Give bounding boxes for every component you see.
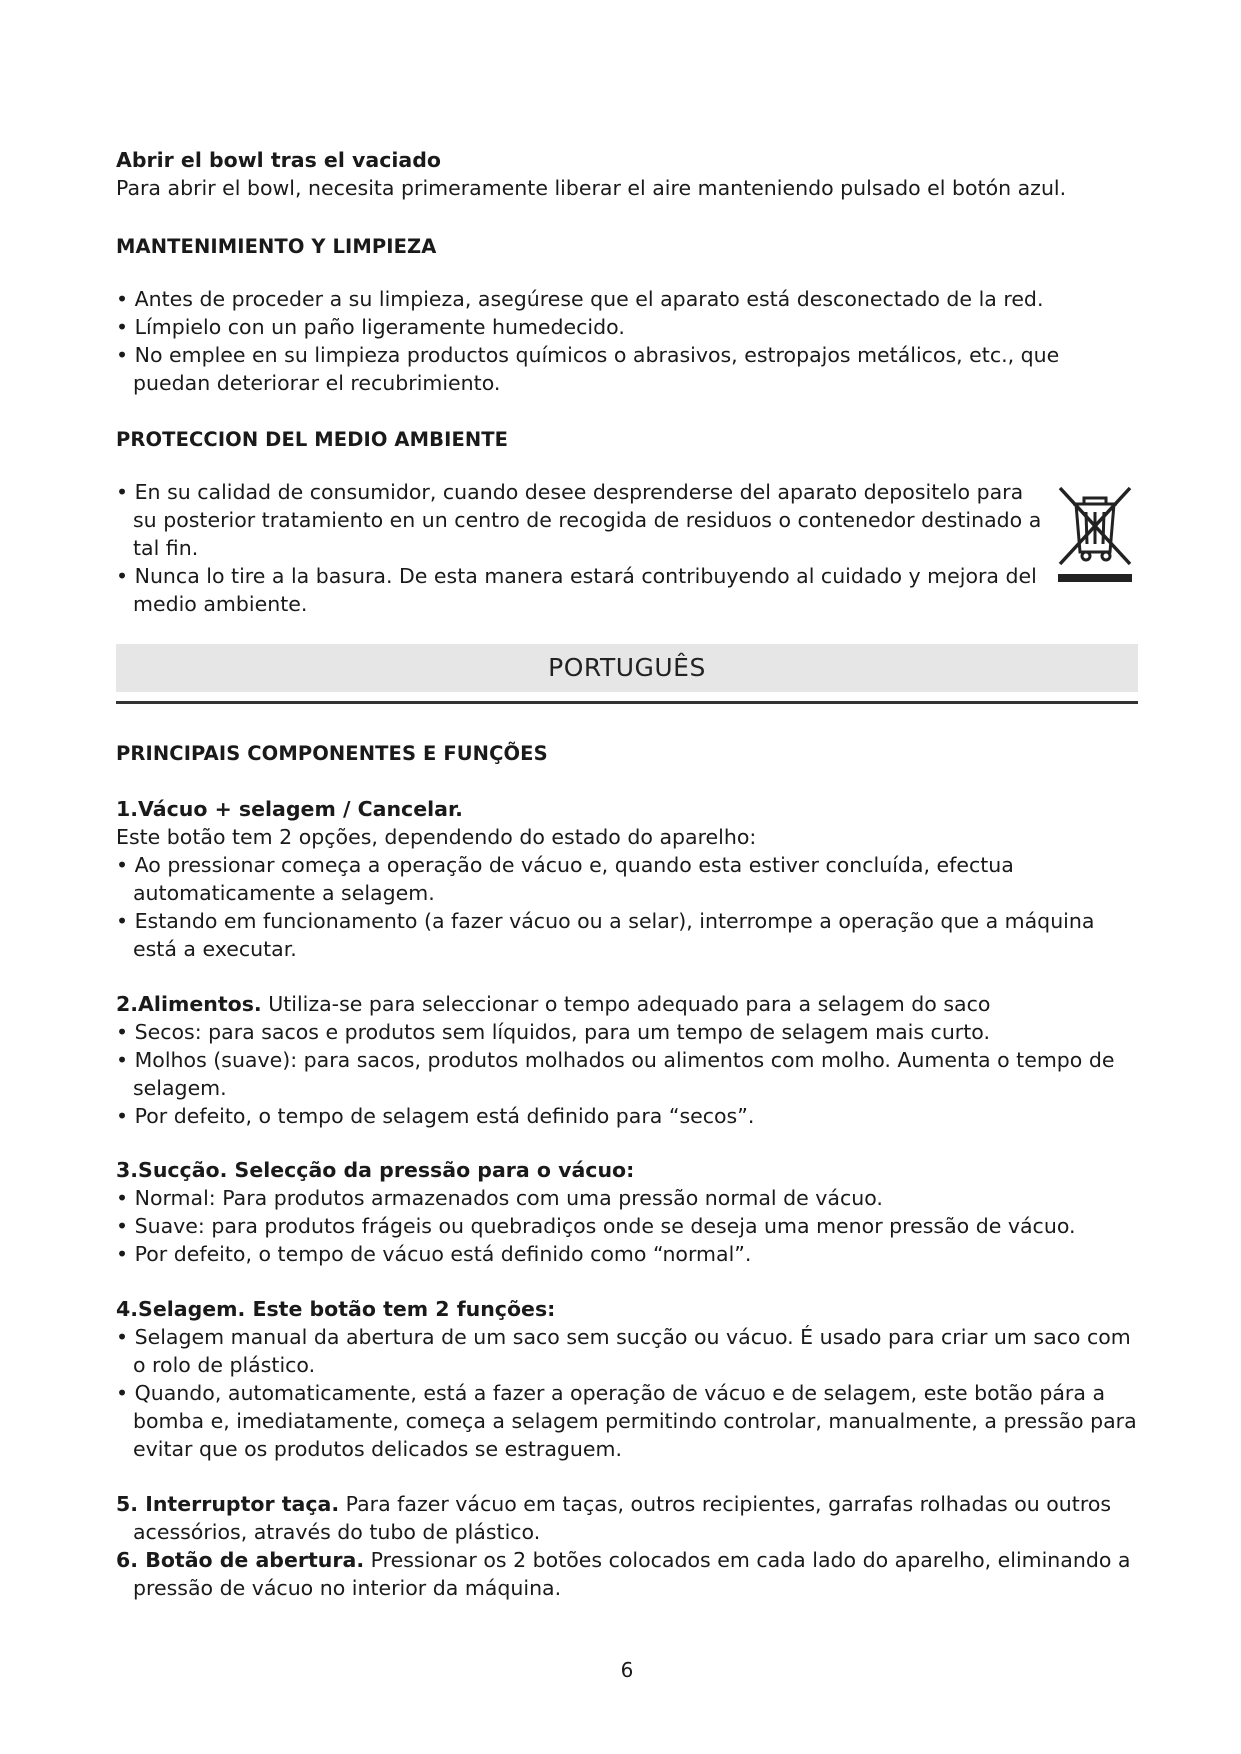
section-5 xyxy=(116,1490,1138,1546)
section-3-title: 3.Sucção. Selecção da pressão para o vácuo: xyxy=(116,1158,635,1182)
environment-list xyxy=(116,478,1046,618)
components-title: PRINCIPAIS COMPONENTES E FUNÇÕES xyxy=(116,742,548,765)
section-1 xyxy=(116,795,1138,963)
list-item: • Selagem manual da abertura de um saco sem sucção ou vácuo. É usado para criar um saco com o rolo de plástico. xyxy=(116,1323,1138,1379)
section-6-text: Pressionar os 2 botões colocados em cada lado do aparelho, eliminando a pressão de vácuo no interior da máquina. xyxy=(133,1548,1131,1600)
section-4 xyxy=(116,1295,1138,1463)
list-item: • No emplee en su limpieza productos químicos o abrasivos, estropajos metálicos, etc., que puedan deteriorar el recubrimiento. xyxy=(116,341,1138,397)
section-2-title: 2.Alimentos. xyxy=(116,992,262,1016)
maintenance-title: MANTENIMIENTO Y LIMPIEZA xyxy=(116,235,437,258)
maintenance-list xyxy=(116,285,1138,397)
list-item: • Estando em funcionamento (a fazer vácuo ou a selar), interrompe a operação que a máquina está a executar. xyxy=(116,907,1138,963)
weee-bin-icon xyxy=(1056,482,1134,582)
bowl-title: Abrir el bowl tras el vaciado xyxy=(116,148,441,172)
section-5-text: Para fazer vácuo em taças, outros recipientes, garrafas rolhadas ou outros acessórios, através do tubo de plástico. xyxy=(133,1492,1112,1544)
section-6 xyxy=(116,1546,1138,1602)
list-item: • Nunca lo tire a la basura. De esta manera estará contribuyendo al cuidado y mejora del medio ambiente. xyxy=(116,562,1046,618)
section-4-title: 4.Selagem. Este botão tem 2 funções: xyxy=(116,1297,556,1321)
section-2 xyxy=(116,990,1138,1130)
list-item: • Suave: para produtos frágeis ou quebradiços onde se deseja uma menor pressão de vácuo. xyxy=(116,1212,1138,1240)
maintenance-section xyxy=(116,233,1138,261)
bowl-section xyxy=(116,146,1138,202)
section-1-title: 1.Vácuo + selagem / Cancelar. xyxy=(116,797,463,821)
list-item: • En su calidad de consumidor, cuando desee desprenderse del aparato depositelo para su posterior tratamiento en un centro de recogida de residuos o contenedor destinado a tal fin. xyxy=(116,478,1046,562)
list-item: • Molhos (suave): para sacos, produtos molhados ou alimentos com molho. Aumenta o tempo de selagem. xyxy=(116,1046,1138,1102)
list-item: • Antes de proceder a su limpieza, asegúrese que el aparato está desconectado de la red. xyxy=(116,285,1138,313)
environment-title: PROTECCION DEL MEDIO AMBIENTE xyxy=(116,428,509,451)
list-item: • Límpielo con un paño ligeramente humedecido. xyxy=(116,313,1138,341)
list-item: • Secos: para sacos e produtos sem líquidos, para um tempo de selagem mais curto. xyxy=(116,1018,1138,1046)
banner-divider xyxy=(116,701,1138,704)
language-banner: PORTUGUÊS xyxy=(116,644,1138,692)
section-6-title: 6. Botão de abertura. xyxy=(116,1548,365,1572)
list-item: • Quando, automaticamente, está a fazer a operação de vácuo e de selagem, este botão pára a bomba e, imediatamente, começa a selagem permitindo controlar, manualmente, a pressão para evitar que os produtos delicados se estraguem. xyxy=(116,1379,1138,1463)
page-number: 6 xyxy=(620,1658,634,1682)
list-item: • Normal: Para produtos armazenados com uma pressão normal de vácuo. xyxy=(116,1184,1138,1212)
list-item: • Por defeito, o tempo de selagem está definido para “secos”. xyxy=(116,1102,1138,1130)
bowl-text: Para abrir el bowl, necesita primeramente liberar el aire manteniendo pulsado el botón azul. xyxy=(116,176,1067,200)
section-5-title: 5. Interruptor taça. xyxy=(116,1492,340,1516)
section-3 xyxy=(116,1156,1138,1268)
section-2-text: Utiliza-se para seleccionar o tempo adequado para a selagem do saco xyxy=(268,992,991,1016)
list-item: • Por defeito, o tempo de vácuo está definido como “normal”. xyxy=(116,1240,1138,1268)
components-section xyxy=(116,740,1138,768)
list-item: • Ao pressionar começa a operação de vácuo e, quando esta estiver concluída, efectua automaticamente a selagem. xyxy=(116,851,1138,907)
section-1-intro: Este botão tem 2 opções, dependendo do estado do aparelho: xyxy=(116,825,757,849)
environment-section xyxy=(116,426,1138,454)
